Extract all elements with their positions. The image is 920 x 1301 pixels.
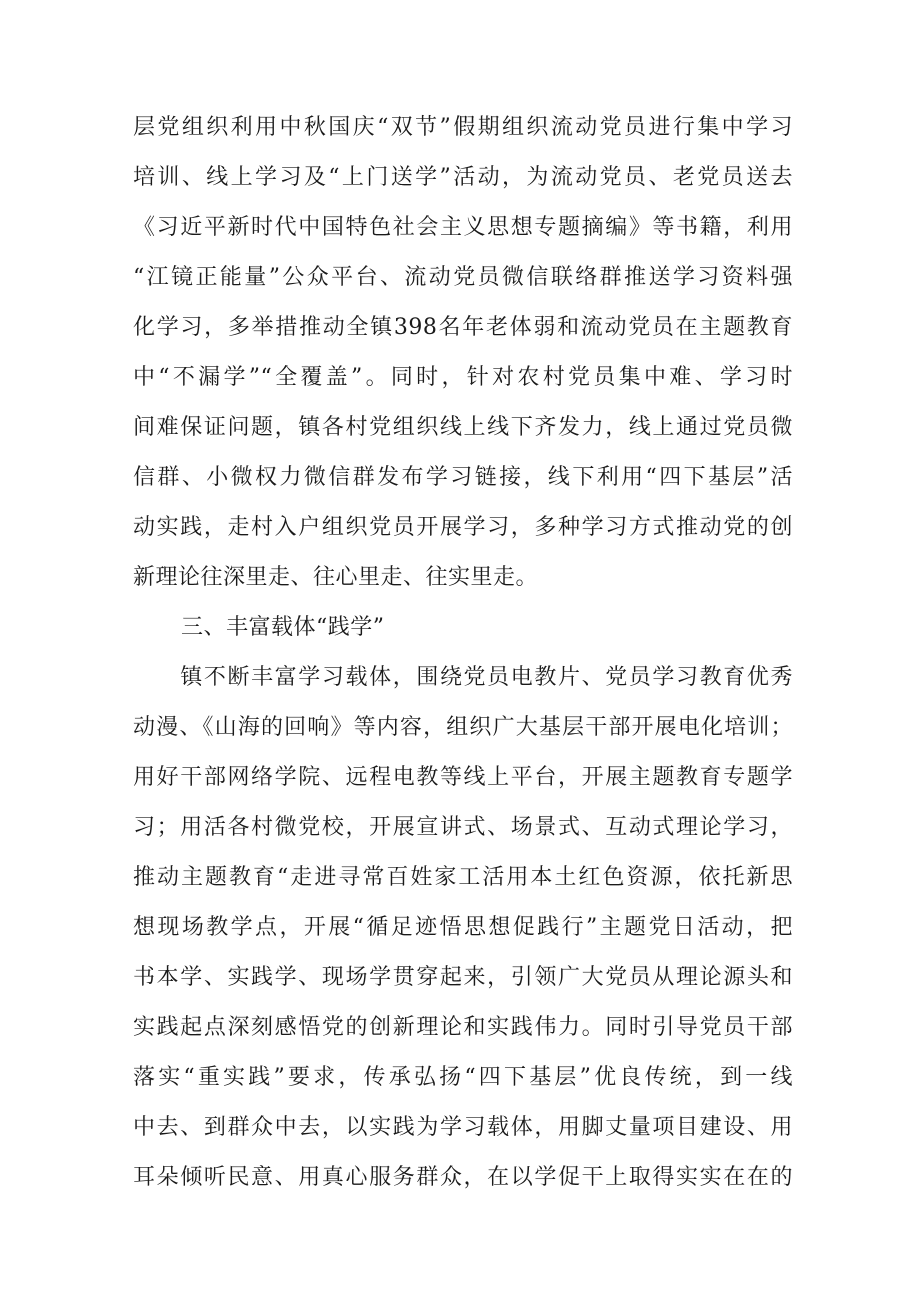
paragraph-2-line-2: 动漫、《山海的回响》等内容，组织广大基层干部开展电化培训； — [133, 715, 793, 740]
paragraph-1-line-3: 《习近平新时代中国特色社会主义思想专题摘编》等书籍，利用 — [133, 215, 793, 240]
paragraph-2-line-9: 落实“重实践”要求，传承弘扬“四下基层”优良传统，到一线 — [133, 1065, 793, 1090]
section-3-heading: 三、丰富载体“践学” — [181, 615, 385, 640]
paragraph-1-line-5: 化学习，多举措推动全镇398名年老体弱和流动党员在主题教育 — [133, 315, 793, 340]
paragraph-2-line-6: 想现场教学点，开展“循足迹悟思想促践行”主题党日活动，把 — [133, 915, 793, 940]
paragraph-1-line-7: 间难保证问题，镇各村党组织线上线下齐发力，线上通过党员微 — [133, 415, 793, 440]
body-text — [133, 103, 793, 1203]
paragraph-2-line-7: 书本学、实践学、现场学贯穿起来，引领广大党员从理论源头和 — [133, 965, 793, 990]
paragraph-1-line-2: 培训、线上学习及“上门送学”活动，为流动党员、老党员送去 — [133, 165, 793, 190]
paragraph-2-line-10: 中去、到群众中去，以实践为学习载体，用脚丈量项目建设、用 — [133, 1115, 793, 1140]
paragraph-2-line-3: 用好干部网络学院、远程电教等线上平台，开展主题教育专题学 — [133, 765, 793, 790]
paragraph-1-line-1: 层党组织利用中秋国庆“双节”假期组织流动党员进行集中学习 — [133, 115, 793, 140]
paragraph-2-line-4: 习；用活各村微党校，开展宣讲式、场景式、互动式理论学习， — [133, 815, 793, 840]
paragraph-1-line-6: 中“不漏学”“全覆盖”。同时，针对农村党员集中难、学习时 — [133, 365, 793, 390]
paragraph-2-line-5: 推动主题教育“走进寻常百姓家工活用本土红色资源，依托新思 — [133, 865, 793, 890]
paragraph-2-line-8: 实践起点深刻感悟党的创新理论和实践伟力。同时引导党员干部 — [133, 1015, 793, 1040]
paragraph-1-line-10: 新理论往深里走、往心里走、往实里走。 — [133, 565, 539, 590]
paragraph-1-line-4: “江镜正能量”公众平台、流动党员微信联络群推送学习资料强 — [133, 265, 793, 290]
paragraph-1-line-9: 动实践，走村入户组织党员开展学习，多种学习方式推动党的创 — [133, 515, 793, 540]
paragraph-2-line-11: 耳朵倾听民意、用真心服务群众，在以学促干上取得实实在在的 — [133, 1165, 793, 1190]
paragraph-1-line-8: 信群、小微权力微信群发布学习链接，线下利用“四下基层”活 — [133, 465, 793, 490]
paragraph-2-line-1: 镇不断丰富学习载体，围绕党员电教片、党员学习教育优秀 — [133, 665, 793, 690]
